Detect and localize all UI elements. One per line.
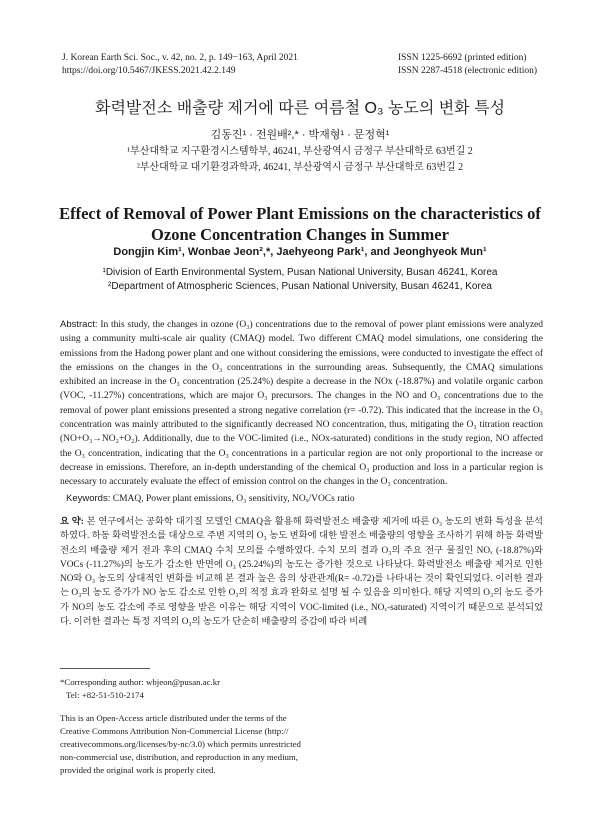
corresponding-author: *Corresponding author: wbjeon@pusan.ac.kr — [60, 677, 221, 687]
license-line-2: Creative Commons Attribution Non-Commercial License (http:// — [60, 726, 289, 736]
abstract — [60, 318, 543, 490]
license-line-4: non-commercial use, distribution, and reproduction in any medium, — [60, 752, 298, 762]
english-authors: Dongjin Kim¹, Wonbae Jeon²,*, Jaehyeong Park¹, and Jeonghyeok Mun¹ — [113, 246, 487, 258]
korean-affiliation-2: ²부산대학교 대기환경과학과, 46241, 부산광역시 금정구 부산대학로 63번길 2 — [136, 162, 464, 173]
english-title-line-2: Ozone Concentration Changes in Summer — [151, 225, 449, 244]
license-line-1: This is an Open-Access article distributed under the terms of the — [60, 713, 287, 723]
korean-affiliation-1: ¹부산대학교 지구환경시스템학부, 46241, 부산광역시 금정구 부산대학로 63번길 2 — [127, 146, 473, 157]
issn-electronic: ISSN 2287-4518 (electronic edition) — [398, 66, 538, 76]
korean-title: 화력발전소 배출량 제거에 따른 여름철 O₃ 농도의 변화 특성 — [94, 100, 505, 117]
license-line-3: creativecommons.org/licenses/by-nc/3.0) which permits unrestricted — [60, 739, 301, 749]
keywords — [66, 493, 546, 504]
korean-abstract-label: 요 약: — [60, 517, 84, 527]
telephone: Tel: +82-51-510-2174 — [66, 690, 144, 700]
keywords-label: Keywords: — [66, 493, 111, 504]
abstract-text: In this study, the changes in ozone (O₃) concentrations due to the removal of power plant emissions were analyzed using a community multi-scale air quality (CMAQ) model. Two different CMAQ model simulations, one considering the emissions from the Hadong power plant and one without considering the emissions, were conducted to investigate the effect of the emissions on the changes in the O₃ concentrations in the surrounding areas. Subsequently, the CMAQ simulations exhibited an increase in the O₃ concentration (25.24%) despite a decrease in the NOx (-18.87%) and volatile organic carbon (VOC, -11.27%) concentrations, which are major O₃ precursors. The changes in the NO and O₃ concentrations due to the removal of power plant emissions presented a strong negative correlation (r= -0.72). This indicated that the increase in the O₃ concentration was mainly attributed to the significantly decreased NO concentration, thus, mitigating the O₃ titration reaction (NO+O₃→NO₂+O₂). Additionally, due to the VOC-limited (i.e., NOx-saturated) conditions in the study region, NO affected the O₃ concentration, indicating that the O₃ concentrations in a particular region are not only proportional to the increase or decrease in emissions. Therefore, an in-depth understanding of the chemical O₃ production and loss in a particular region is necessary to accurately evaluate the effect of emission control on the changes in the O₃ concentration. — [60, 320, 544, 488]
abstract-label: Abstract: — [60, 319, 98, 330]
korean-abstract-text: 본 연구에서는 공화학 대기질 모델인 CMAQ을 활용해 화력발전소 배출량 제거에 따른 O₃ 농도의 변화 특성을 분석하였다. 하동 화력발전소를 대상으로 주변 지역의 O₃ 농도 변화에 대한 발전소 배출량의 영향을 조사하기 위해 하동 화력발전소의 배출량 제거 전과 후의 CMAQ 수치 모의를 수행하였다. 수치 모의 결과 O₃의 주요 전구 물질인 NOₓ (-18.87%)와 VOCs (-11.27%)의 농도가 감소한 반면에 O₃ (25.24%)의 농도는 증가한 것으로 나타났다. 화력발전소 배출량 제거로 인한 NO와 O₃ 농도의 상대적인 변화를 비교해 본 결과 높은 음의 상관관계(R= -0.72)를 나타내는 것이 확인되었다. 이러한 결과는 O₃의 농도 증가가 NO 농도 감소로 인한 O₃의 적정 효과 완화로 설명 될 수 있음을 의미한다. 해당 지역의 O₃의 농도 증가가 NO의 농도 감소에 주로 영향을 받은 이유는 해당 지역이 VOC-limited (i.e., NOₓ-saturated) 지역이기 때문으로 분석되었다. 이러한 결과는 특정 지역의 O₃의 농도가 단순히 배출량의 증감에 따라 비례 — [60, 517, 543, 628]
english-affiliation-2: ²Department of Atmospheric Sciences, Pusan National University, Busan 46241, Korea — [108, 281, 492, 292]
issn-print: ISSN 1225-6692 (printed edition) — [398, 53, 527, 63]
footnote-divider — [60, 668, 150, 669]
doi-link[interactable]: https://doi.org/10.5467/JKESS.2021.42.2.149 — [62, 66, 236, 76]
korean-abstract — [60, 515, 543, 629]
journal-citation: J. Korean Earth Sci. Soc., v. 42, no. 2, p. 149−163, April 2021 — [62, 53, 298, 63]
english-affiliation-1: ¹Division of Earth Environmental System, Pusan National University, Busan 46241, Korea — [102, 267, 498, 278]
english-title-line-1: Effect of Removal of Power Plant Emissions on the characteristics of — [59, 204, 541, 223]
korean-authors: 김동진¹ · 전원배²,* · 박재형¹ · 문정혁¹ — [210, 129, 390, 141]
license-line-5: provided the original work is properly cited. — [60, 765, 216, 775]
keywords-text: CMAQ, Power plant emissions, O₃ sensitivity, NOₓ/VOCs ratio — [112, 494, 355, 504]
